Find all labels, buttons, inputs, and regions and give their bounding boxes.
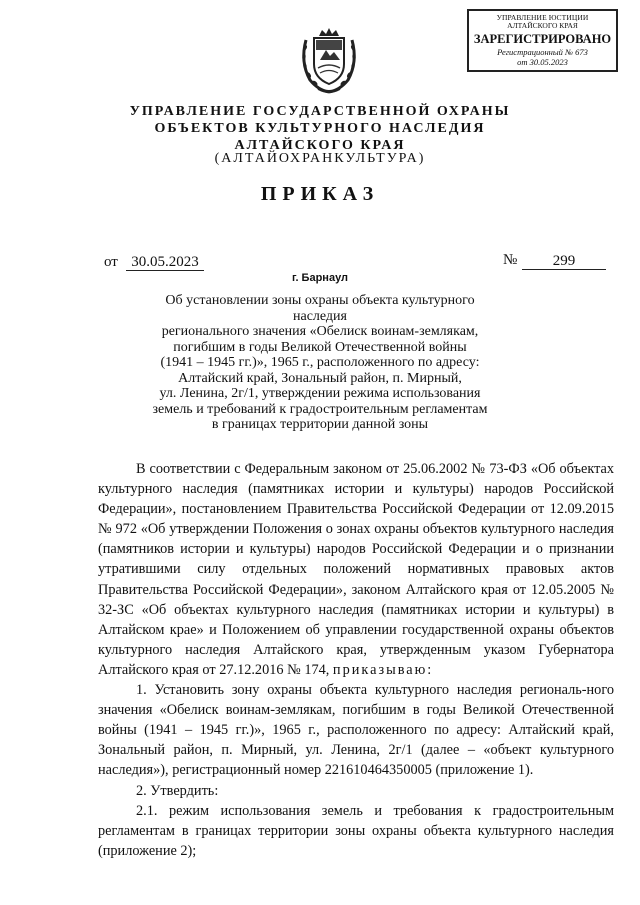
stamp-date: от 30.05.2023: [517, 57, 568, 67]
number-prefix: №: [503, 252, 518, 268]
title-line: регионального значения «Обелиск воинам-землякам,: [161, 324, 479, 339]
preamble-text: В соответствии с Федеральным законом от 25.06.2002 № 73-ФЗ «Об объектах культурного наследия (памятниках истории и культуры) народов Российской Федерации», постановлением Правительства Российской Федерации от 12.09.2015 № 972 «Об утверждении Положения о зонах охраны объектов культурного наследия (памятников истории и культуры) народов Российской Федерации и о признании утратившими силу отдельных положений нормативных правовых актов Правительства Российской Федерации», законом Алтайского края от 12.05.2005 № 32-ЗС «Об объектах культурного наследия (памятниках истории и культуры) в Алтайском крае» и Положением об управлении государственной охраны объектов культурного наследия Алтайского края, утвержденным указом Губернатора Алтайского края от 27.12.2016 № 174,: [98, 461, 614, 678]
title-line: Об установлении зоны охраны объекта культурного наследия: [165, 293, 475, 324]
document-type: ПРИКАЗ: [260, 183, 380, 205]
item-2-1-paragraph: 2.1. режим использования земель и требования к градостроительным регламентам в границах территории зоны охраны объекта культурного наследия (приложение 2);: [98, 802, 614, 859]
title-line: ул. Ленина, 2г/1, утверждении режима использования: [159, 386, 481, 401]
title-line: земель и требований к градостроительным регламентам: [152, 401, 488, 417]
coat-of-arms-icon: [298, 26, 360, 96]
item-1-paragraph: 1. Установить зону охраны объекта культурного наследия региональ-ного значения «Обелиск воинам-землякам, погибшим в годы Великой Отечественной войны (1941 – 1945 гг.)», 1965 г., расположенного по адресу: Алтайский край, Зональный район, п. Мирный, ул. Ленина, 2г/1 (далее – «объект культурного наследия»), регистрационный номер 221610464350005 (приложение 1).: [98, 682, 614, 779]
document-city: г. Барнаул: [291, 272, 349, 284]
agency-short-name: (АЛТАЙОХРАНКУЛЬТУРА): [214, 151, 426, 166]
document-title: [150, 293, 490, 433]
stamp-status: ЗАРЕГИСТРИРОВАНО: [473, 32, 612, 46]
stamp-reg-number: Регистрационный № 673: [497, 47, 588, 57]
agency-name-line-2: ОБЪЕКТОВ КУЛЬТУРНОГО НАСЛЕДИЯ: [154, 121, 486, 136]
document-date: 30.05.2023: [126, 254, 204, 271]
registration-stamp: [467, 9, 618, 72]
stamp-line-2: АЛТАЙСКОГО КРАЯ: [507, 21, 578, 30]
title-line: погибшим в годы Великой Отечественной войны: [173, 339, 467, 355]
agency-name-line-3: АЛТАЙСКОГО КРАЯ: [234, 138, 406, 153]
item-2-paragraph: 2. Утвердить:: [136, 782, 219, 799]
date-prefix: от: [104, 254, 118, 270]
document-body: [98, 459, 614, 861]
agency-name-line-1: УПРАВЛЕНИЕ ГОСУДАРСТВЕННОЙ ОХРАНЫ: [129, 104, 511, 119]
title-line: (1941 – 1945 гг.)», 1965 г., расположенного по адресу:: [160, 355, 480, 370]
preamble-paragraph: [98, 459, 614, 680]
title-line: в границах территории данной зоны: [211, 417, 429, 432]
order-word: приказываю:: [332, 661, 434, 678]
title-line: Алтайский край, Зональный район, п. Мирный,: [178, 370, 462, 386]
stamp-line-1: УПРАВЛЕНИЕ ЮСТИЦИИ: [496, 13, 589, 22]
document-number: 299: [522, 253, 606, 270]
